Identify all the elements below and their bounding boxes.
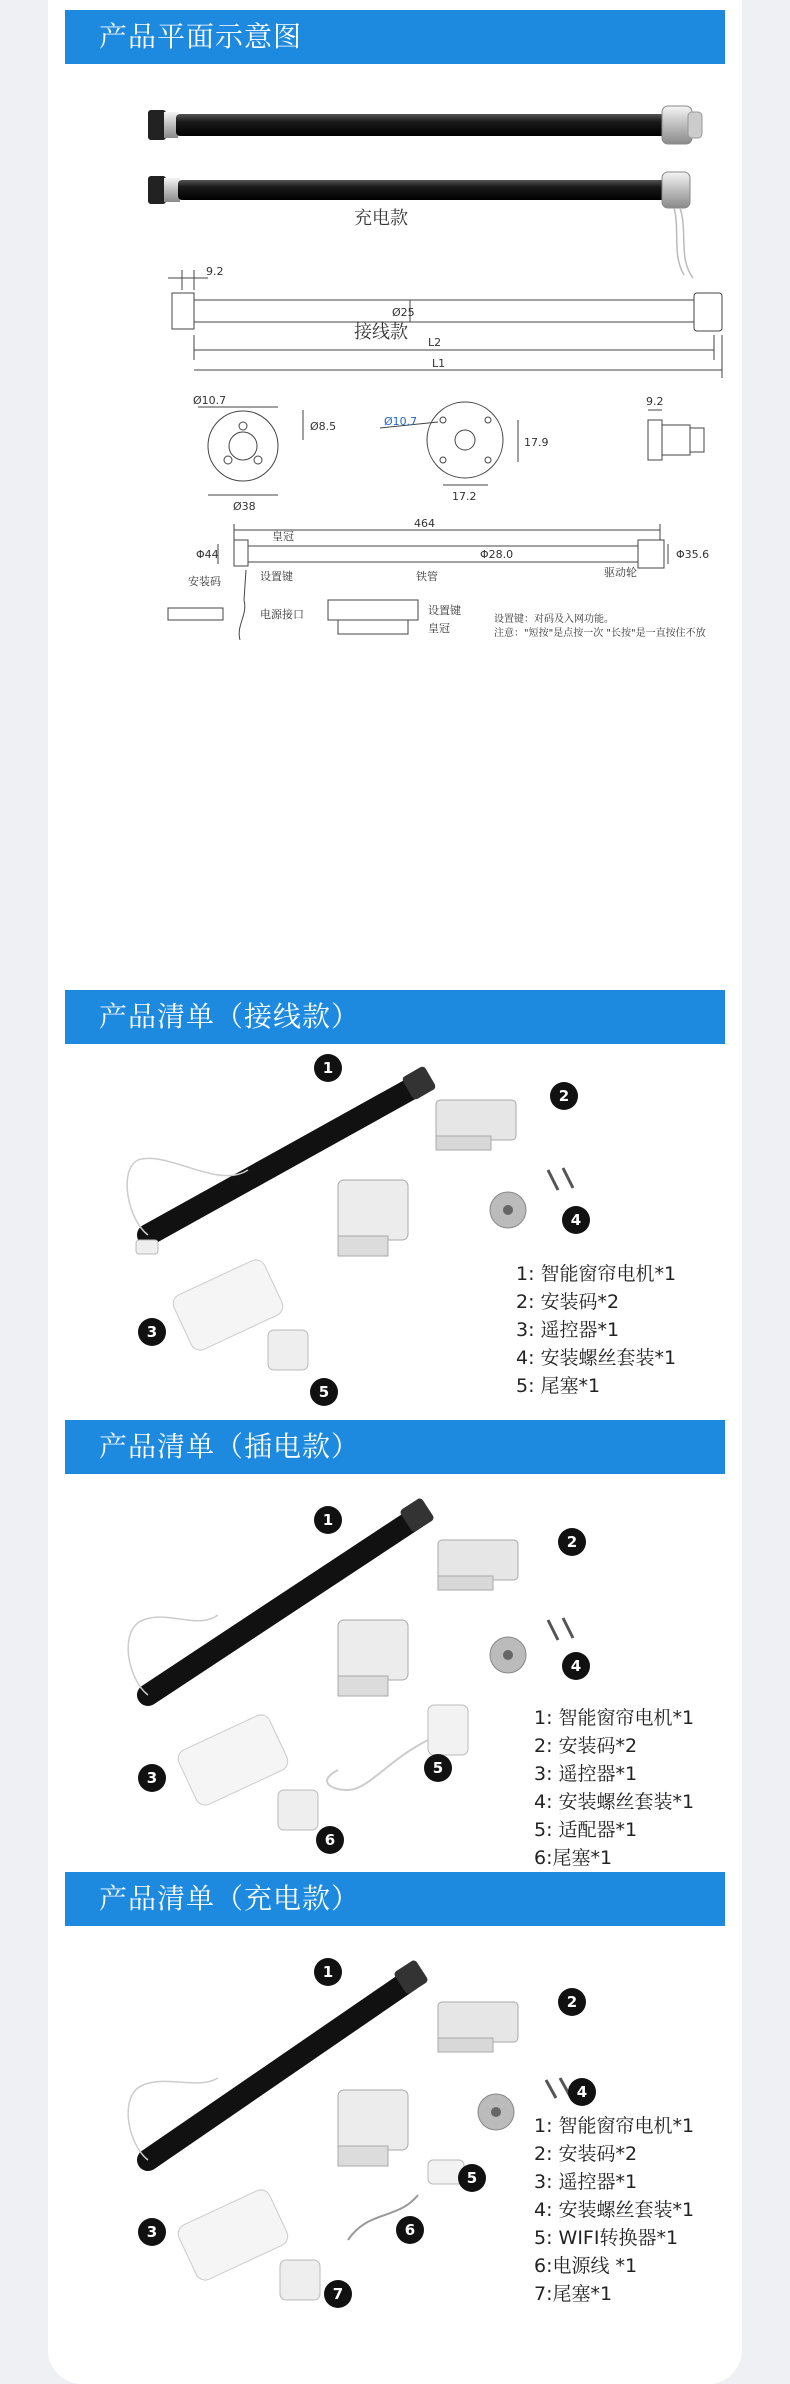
- list-item: 4: 安装螺丝套装*1: [516, 1347, 677, 1369]
- dim-35-6: Φ35.6: [676, 548, 710, 561]
- motor-rechargeable-image: [148, 106, 702, 144]
- list-item: 1: 智能窗帘电机*1: [534, 1707, 695, 1729]
- dim-17-9: 17.9: [524, 436, 549, 449]
- dimension-end-view-left: [198, 407, 303, 495]
- list-item: 5: WIFI转换器*1: [534, 2227, 679, 2249]
- badge-1: 1: [314, 1506, 342, 1534]
- mount-bracket-b: [338, 1620, 408, 1696]
- list-item: 4: 安装螺丝套装*1: [534, 1791, 695, 1813]
- caption-rechargeable: 充电款: [354, 208, 408, 229]
- list-item: 3: 遥控器*1: [516, 1319, 620, 1341]
- badge-2: 2: [558, 1528, 586, 1556]
- badge-4: 4: [562, 1652, 590, 1680]
- dim-464: 464: [414, 517, 435, 530]
- dim-10-7b: Ø10.7: [384, 415, 418, 428]
- dim-diameter-25: Ø25: [392, 306, 415, 319]
- end-plug: [268, 1330, 308, 1370]
- screw-set: [490, 1618, 573, 1673]
- caption-wired: 接线款: [354, 322, 408, 343]
- list-item: 6:电源线 *1: [534, 2255, 638, 2277]
- dim-8-5: Ø8.5: [310, 420, 337, 433]
- badge-1: 1: [314, 1054, 342, 1082]
- plug-items-list: [534, 1704, 694, 1872]
- badge-7: 7: [324, 2280, 352, 2308]
- section-title-diagram: 产品平面示意图: [65, 10, 725, 64]
- badge-5: 5: [458, 2164, 486, 2192]
- badge-2: 2: [558, 1988, 586, 2016]
- end-plug: [278, 1790, 318, 1830]
- list-item: 2: 安装码*2: [534, 2143, 638, 2165]
- dim-10-7: Ø10.7: [193, 394, 227, 407]
- list-item: 3: 遥控器*1: [534, 2171, 638, 2193]
- badge-4: 4: [568, 2078, 596, 2106]
- list-item: 1: 智能窗帘电机*1: [516, 1263, 677, 1285]
- note-press: 注意："短按"是点按一次 "长按"是一直按住不放: [494, 628, 706, 639]
- badge-5: 5: [424, 1754, 452, 1782]
- badge-3: 3: [138, 1318, 166, 1346]
- list-item: 2: 安装码*2: [534, 1735, 638, 1757]
- note-set-key: 设置键：对码及入网功能。: [494, 614, 614, 625]
- badge-3: 3: [138, 1764, 166, 1792]
- mount-bracket-a: [438, 2002, 518, 2052]
- section-title-plug: 产品清单（插电款）: [65, 1420, 725, 1474]
- badge-2: 2: [550, 1082, 578, 1110]
- badge-5: 5: [310, 1378, 338, 1406]
- dim-44: Φ44: [196, 548, 219, 561]
- badge-6: 6: [396, 2216, 424, 2244]
- dim-9-2: 9.2: [206, 265, 224, 278]
- mount-bracket-a: [438, 1540, 518, 1590]
- mount-bracket-b: [338, 2090, 408, 2166]
- list-item: 5: 尾塞*1: [516, 1375, 601, 1397]
- dim-17-2: 17.2: [452, 490, 477, 503]
- dim-L2: L2: [428, 336, 442, 349]
- section-title-wired: 产品清单（接线款）: [65, 990, 725, 1044]
- badge-6: 6: [316, 1826, 344, 1854]
- dim-28: Φ28.0: [480, 548, 514, 561]
- badge-4: 4: [562, 1206, 590, 1234]
- section-title-charge: 产品清单（充电款）: [65, 1872, 725, 1926]
- mount-bracket-a: [436, 1100, 516, 1150]
- screw-set: [490, 1168, 573, 1228]
- label-install-code: 安装码: [188, 575, 221, 588]
- label-drive-wheel: 驱动轮: [604, 566, 637, 579]
- badge-1: 1: [314, 1958, 342, 1986]
- charge-items-list: [534, 2112, 694, 2308]
- end-plug: [280, 2260, 320, 2300]
- list-item: 4: 安装螺丝套装*1: [534, 2199, 695, 2221]
- list-item: 2: 安装码*2: [516, 1291, 620, 1313]
- wired-items-list: [516, 1260, 676, 1400]
- product-page: [48, 0, 742, 2384]
- list-item: 6:尾塞*1: [534, 1847, 613, 1869]
- dim-9-2b: 9.2: [646, 395, 664, 408]
- list-item: 1: 智能窗帘电机*1: [534, 2115, 695, 2137]
- dim-38: Ø38: [233, 500, 256, 513]
- label-steel-tube: 铁管: [416, 570, 438, 583]
- motor-wired-image: [148, 172, 693, 278]
- label-power-port: 电源接口: [260, 608, 304, 621]
- remote-control: [175, 2187, 291, 2284]
- label-set-key: 设置键: [260, 570, 293, 583]
- list-item: 5: 适配器*1: [534, 1819, 638, 1841]
- label-crown-b: 皇冠: [428, 622, 450, 635]
- list-item: 7:尾塞*1: [534, 2283, 613, 2305]
- list-item: 3: 遥控器*1: [534, 1763, 638, 1785]
- dimension-side-view-right: [648, 410, 704, 460]
- remote-control: [175, 1712, 291, 1809]
- mount-bracket-b: [338, 1180, 408, 1256]
- label-set-key-b: 设置键: [428, 604, 461, 617]
- dim-L1: L1: [432, 357, 446, 370]
- badge-3: 3: [138, 2218, 166, 2246]
- label-crown-top: 皇冠: [272, 530, 294, 543]
